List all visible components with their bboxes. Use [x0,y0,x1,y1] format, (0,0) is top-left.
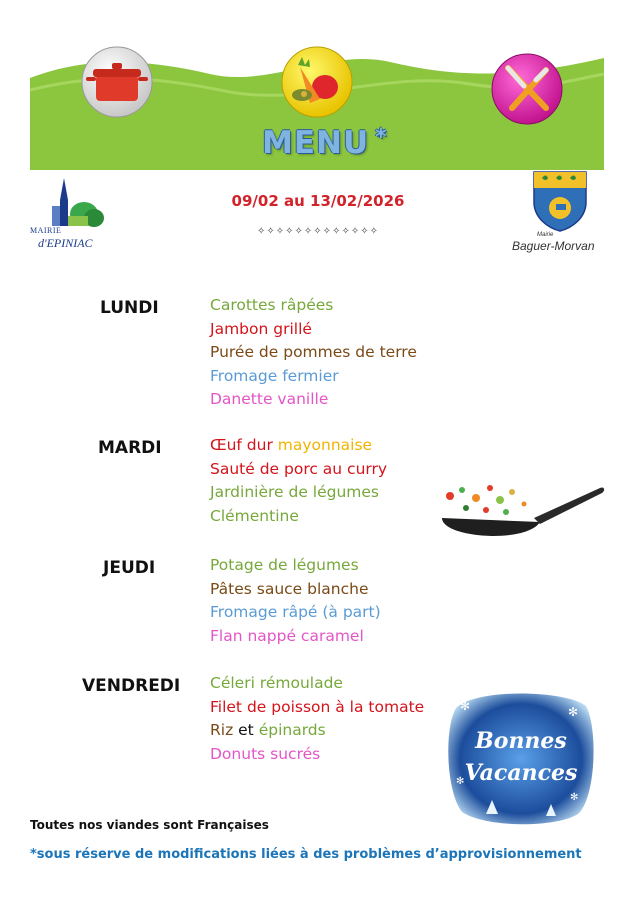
epiniac-logo-line2: d'EPINIAC [38,236,93,250]
dish-text: épinards [258,721,326,739]
day-label: JEUDI [103,558,156,578]
dish-text: Filet de poisson à la tomate [210,697,425,716]
dish-item [210,698,424,716]
fruit-vegetable-icon [280,45,354,119]
footer-disclaimer: *sous réserve de modifications liées à des problèmes d’approvisionnement [30,847,582,862]
dish-text: Donuts sucrés [210,744,321,763]
dish-text: Pâtes sauce blanche [210,579,369,598]
dish-item [210,320,312,338]
dish-item [210,436,372,454]
menu-title [262,125,402,161]
dish-text: Danette vanille [210,390,329,408]
day-label: VENDREDI [82,676,181,696]
dish-item [210,367,339,385]
cooking-pot-icon [80,45,154,119]
menu-dates: 09/02 au 13/02/2026 [231,192,405,210]
bonnes-vacances-illustration [446,688,596,828]
frying-pan-illustration [436,478,606,548]
footer-meat-note: Toutes nos viandes sont Françaises [30,818,269,832]
svg-text:✻: ✻ [460,699,471,713]
dish-text: mayonnaise [277,436,373,454]
svg-text:✻: ✻ [570,792,579,803]
dish-text: Potage de légumes [210,556,359,574]
dish-item [210,296,333,314]
dish-text: Clémentine [210,506,299,525]
vacances-line2: Vacances [464,760,578,786]
epiniac-logo-line1: MAIRIE [30,226,62,235]
baguer-morvan-logo-line1: Mairie [537,232,554,238]
dish-text: Fromage râpé (à part) [210,603,381,621]
dish-text: Céleri rémoulade [210,674,343,692]
dish-text: Œuf dur [210,436,278,454]
dish-item [210,483,379,501]
knife-fork-icon [490,52,564,126]
dish-item [210,603,381,621]
dish-item [210,745,320,763]
dish-text: et [233,721,259,739]
baguer-morvan-logo-line2: Baguer-Morvan [512,239,595,253]
dish-item [210,460,387,478]
day-label: MARDI [98,438,162,458]
dish-item [210,556,359,574]
dish-text: Purée de pommes de terre [210,343,417,361]
day-label: LUNDI [100,298,159,318]
dish-item [210,674,343,692]
dish-text: Jambon grillé [210,319,312,338]
menu-title-text: MENU [262,125,370,161]
vacances-line1: Bonnes [475,728,567,754]
dish-item [210,343,417,361]
dish-item [210,390,328,408]
dish-item [210,507,299,525]
svg-text:✻: ✻ [456,776,465,787]
dish-text: Jardinière de légumes [210,483,379,501]
separator-diamonds: ✧✧✧✧✧✧✧✧✧✧✧✧✧ [257,226,379,237]
menu-title-star: * [375,125,388,150]
dish-item [210,627,364,645]
dish-text: Sauté de porc au curry [210,459,388,478]
dish-text: Carottes râpées [210,296,334,314]
svg-text:✻: ✻ [568,705,579,719]
dish-item [210,721,326,739]
dish-text: Flan nappé caramel [210,626,364,645]
dish-item [210,580,369,598]
dish-text: Riz [210,721,234,739]
dish-text: Fromage fermier [210,366,339,385]
